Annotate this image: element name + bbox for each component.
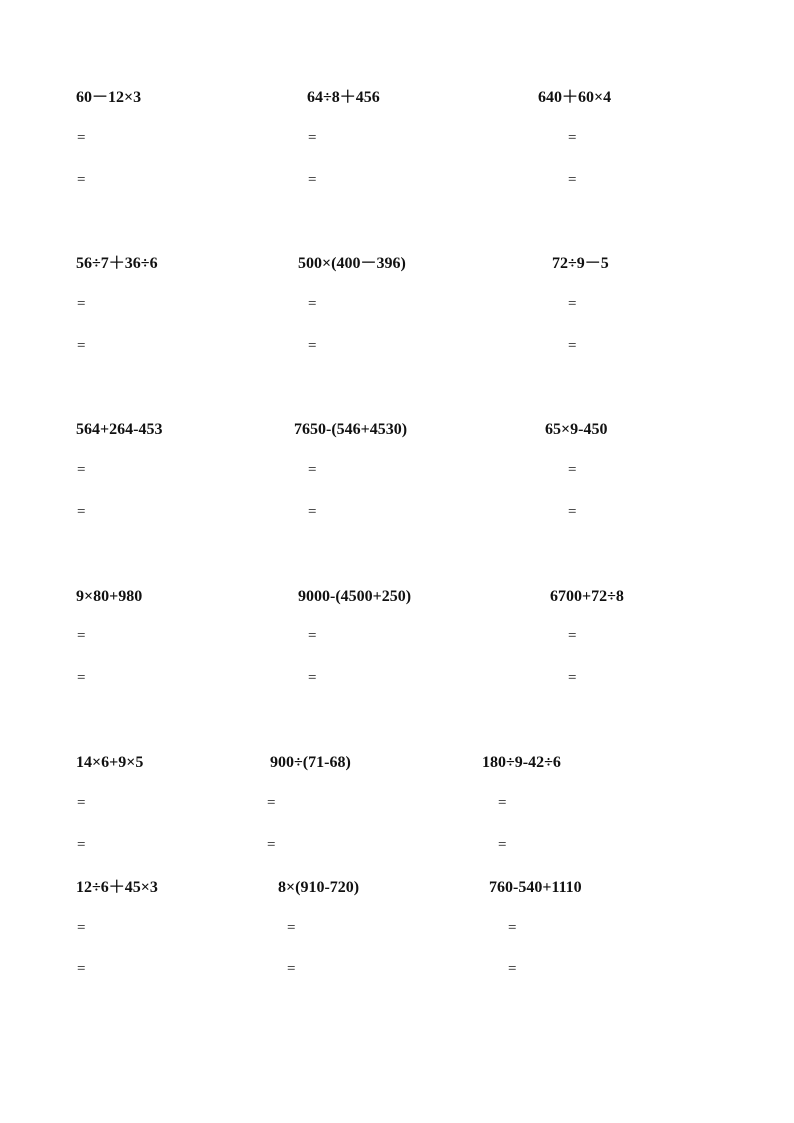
equals-line-2: =: [77, 837, 86, 853]
equals-line-1: =: [308, 130, 317, 146]
equals-line-2: =: [508, 961, 517, 977]
equals-line-1: =: [508, 920, 517, 936]
equals-line-2: =: [308, 338, 317, 354]
expression: 7650-(546+4530): [294, 421, 408, 438]
expression: 640＋60×4: [538, 89, 612, 106]
expression: 9000-(4500+250): [298, 588, 412, 605]
equals-line-2: =: [77, 961, 86, 977]
equals-line-1: =: [308, 628, 317, 644]
equals-line-1: =: [77, 296, 86, 312]
equals-line-1: =: [267, 795, 276, 811]
equals-line-2: =: [77, 504, 86, 520]
equals-line-1: =: [77, 130, 86, 146]
equals-line-1: =: [308, 462, 317, 478]
equals-line-1: =: [568, 296, 577, 312]
equals-line-1: =: [498, 795, 507, 811]
equals-line-1: =: [568, 462, 577, 478]
expression: 760-540+1110: [489, 879, 582, 896]
expression: 564+264-453: [76, 421, 163, 438]
expression: 64÷8＋456: [307, 89, 380, 106]
equals-line-1: =: [568, 628, 577, 644]
expression: 72÷9－5: [552, 255, 609, 272]
expression: 900÷(71-68): [270, 754, 351, 771]
expression: 6700+72÷8: [550, 588, 624, 605]
equals-line-2: =: [568, 172, 577, 188]
expression: 60－12×3: [76, 89, 142, 106]
expression: 56÷7＋36÷6: [76, 255, 158, 272]
equals-line-1: =: [77, 628, 86, 644]
expression: 14×6+9×5: [76, 754, 144, 771]
equals-line-2: =: [287, 961, 296, 977]
equals-line-1: =: [308, 296, 317, 312]
equals-line-1: =: [287, 920, 296, 936]
expression: 12÷6＋45×3: [76, 879, 158, 896]
equals-line-2: =: [568, 504, 577, 520]
equals-line-2: =: [77, 338, 86, 354]
equals-line-1: =: [77, 462, 86, 478]
equals-line-2: =: [498, 837, 507, 853]
equals-line-1: =: [568, 130, 577, 146]
equals-line-1: =: [77, 795, 86, 811]
expression: 8×(910-720): [278, 879, 360, 896]
equals-line-2: =: [77, 670, 86, 686]
equals-line-2: =: [568, 670, 577, 686]
expression: 500×(400－396): [298, 255, 406, 272]
equals-line-2: =: [267, 837, 276, 853]
expression: 65×9-450: [545, 421, 608, 438]
equals-line-2: =: [77, 172, 86, 188]
equals-line-2: =: [568, 338, 577, 354]
equals-line-2: =: [308, 172, 317, 188]
expression: 9×80+980: [76, 588, 143, 605]
equals-line-2: =: [308, 670, 317, 686]
equals-line-2: =: [308, 504, 317, 520]
equals-line-1: =: [77, 920, 86, 936]
expression: 180÷9-42÷6: [482, 754, 561, 771]
